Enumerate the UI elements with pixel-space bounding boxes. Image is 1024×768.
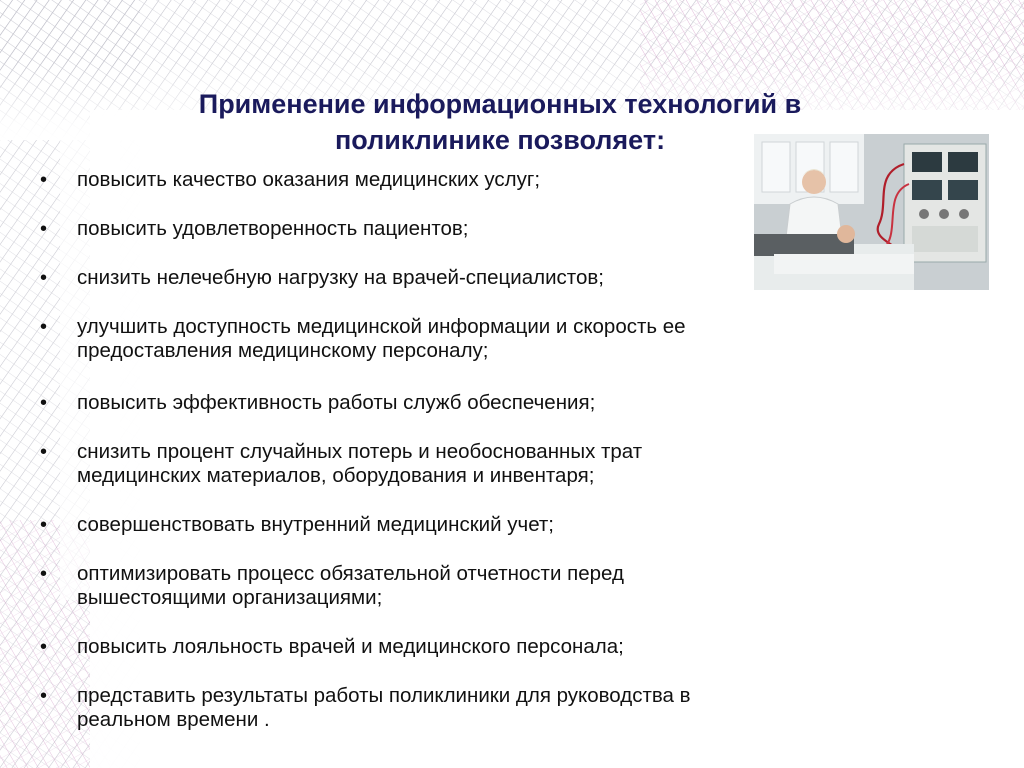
benefits-list bbox=[40, 168, 860, 732]
bullet-text: совершенствовать внутренний медицинский учет; bbox=[77, 513, 555, 536]
bullet-item bbox=[40, 513, 860, 537]
bullet-text-continued: предоставления медицинскому персоналу; bbox=[77, 339, 489, 362]
bullet-text-continued: реальном времени . bbox=[77, 708, 270, 731]
bullet-item bbox=[40, 440, 860, 488]
bullet-text: снизить процент случайных потерь и необоснованных трат bbox=[77, 440, 643, 463]
slide-title-line-2: поликлинике позволяет: bbox=[334, 125, 666, 155]
bullet-text: снизить нелечебную нагрузку на врачей-специалистов; bbox=[77, 266, 604, 289]
bullet-text: оптимизировать процесс обязательной отчетности перед bbox=[77, 562, 624, 585]
hospital-photo bbox=[754, 134, 989, 290]
bullet-text: повысить эффективность работы служб обеспечения; bbox=[77, 391, 596, 414]
bullet-item bbox=[40, 168, 860, 192]
bullet-text: повысить удовлетворенность пациентов; bbox=[77, 217, 469, 240]
bullet-text: повысить качество оказания медицинских услуг; bbox=[77, 168, 541, 191]
hospital-photo-icon bbox=[754, 134, 989, 290]
bullet-text: повысить лояльность врачей и медицинского персонала; bbox=[77, 635, 624, 658]
bullet-text: представить результаты работы поликлиники для руководства в bbox=[77, 684, 691, 707]
slide-title-line-1: Применение информационных технологий в bbox=[198, 89, 802, 119]
bullet-text-continued: медицинских материалов, оборудования и инвентаря; bbox=[77, 464, 595, 487]
bullet-item bbox=[40, 266, 860, 290]
bullet-text: улучшить доступность медицинской информации и скорость ее bbox=[77, 315, 686, 338]
bullet-text-continued: вышестоящими организациями; bbox=[77, 586, 383, 609]
bullet-item bbox=[40, 562, 860, 610]
bullet-item bbox=[40, 635, 860, 659]
bullet-item bbox=[40, 684, 860, 732]
bullet-item bbox=[40, 391, 860, 415]
bullet-item bbox=[40, 315, 860, 363]
bullet-item bbox=[40, 217, 860, 241]
